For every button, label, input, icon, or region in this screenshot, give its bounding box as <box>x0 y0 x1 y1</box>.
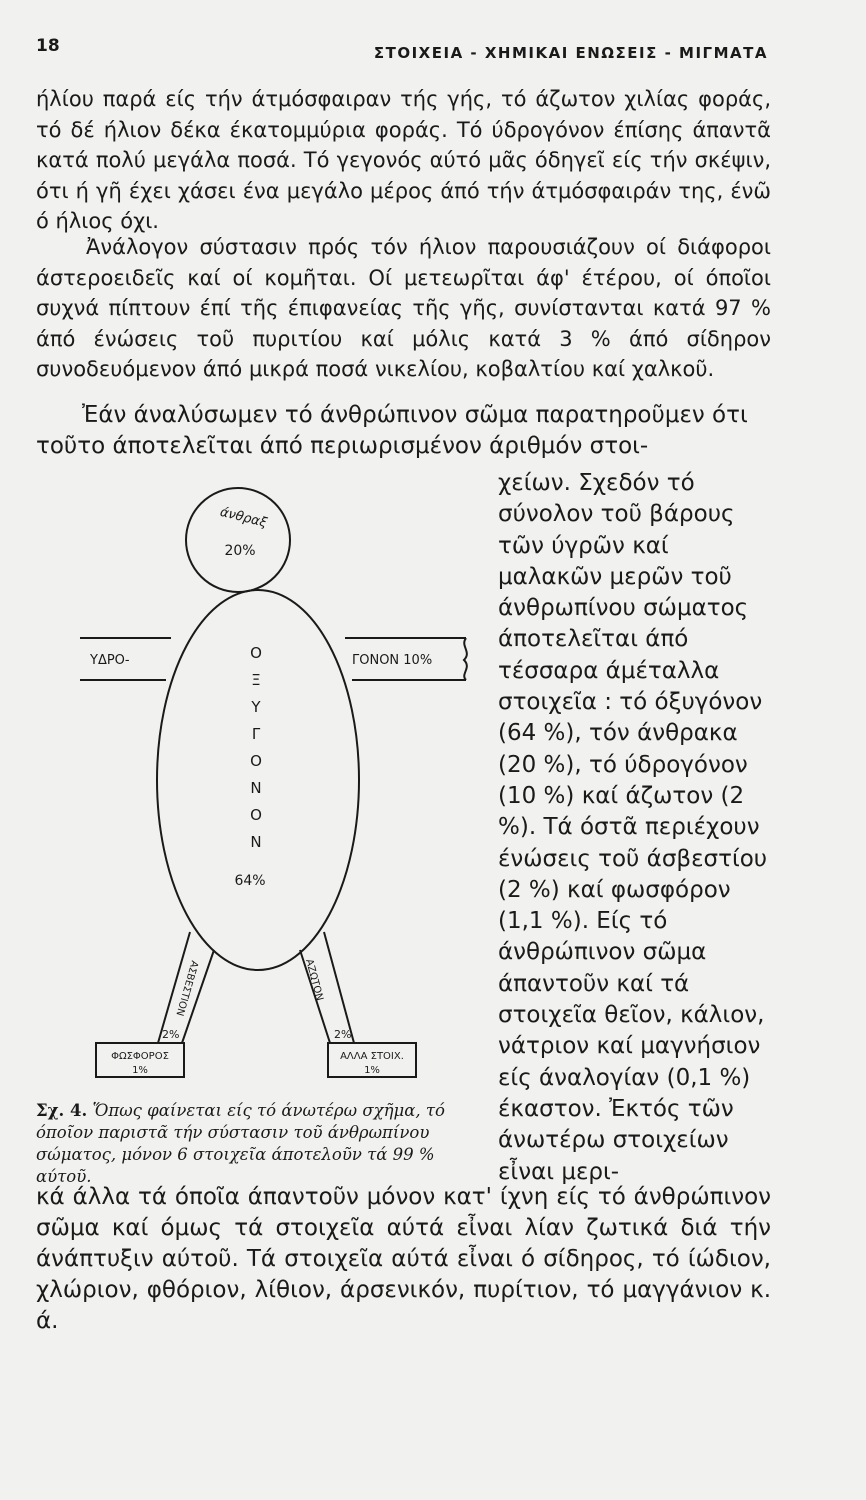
page-number: 18 <box>36 36 60 56</box>
body-letter-7: Ο <box>250 806 262 824</box>
right-arm-label: ΓΟΝΟΝ 10% <box>352 653 433 668</box>
left-arm-label: ΥΔΡΟ- <box>90 653 130 668</box>
left-foot-label: ΦΩΣΦΟΡΟΣ <box>111 1051 169 1062</box>
caption-text: Ὅπως φαίνεται είς τό άνωτέρω σχῆμα, τό όποῖον παριστᾶ τήν σύστασιν τοῦ άνθρωπίνου σώματος, μόνον 6 στοιχεῖα άποτελοῦν τά 99 % αύτοῦ. <box>36 1101 445 1186</box>
left-foot-percent: 1% <box>132 1065 148 1076</box>
body-letter-5: Ο <box>250 752 262 770</box>
paragraph-human-body-intro: Ἐάν άναλύσωμεν τό άνθρώπινον σῶμα παρατηροῦμεν ότι τοῦτο άποτελεῖται άπό περιωρισμένον άριθμόν στοι- <box>36 402 748 459</box>
body-letter-6: Ν <box>250 779 262 797</box>
figure-head <box>186 488 290 592</box>
left-leg-percent: 2% <box>162 1028 180 1041</box>
right-foot-percent: 1% <box>364 1065 380 1076</box>
running-title: ΣΤΟΙΧΕΙΑ - ΧΗΜΙΚΑΙ ΕΝΩΣΕΙΣ - ΜΙΓΜΑΤΑ <box>373 44 768 62</box>
body-letter-1: Ο <box>250 644 262 662</box>
human-body-composition-figure <box>80 480 480 1090</box>
caption-label: Σχ. 4. <box>36 1101 88 1120</box>
paragraph-human-body-elements: χείων. Σχεδόν τό σύνολον τοῦ βάρους τῶν ύγρῶν καί μαλακῶν μερῶν τοῦ άνθρωπίνου σώματος άποτελεῖται άπό τέσσαρα άμέταλλα στοιχεῖα : τό όξυγόνον (64 %), τόν άνθρακα (20 %), τό ύδρογόνον (10 %) καί άζωτον (2 %). Τά όστᾶ περιέχουν ένώσεις τοῦ άσβεστίου (2 %) καί φωσφόρον (1,1 %). Είς τό άνθρώπινον σῶμα άπαντοῦν καί τά στοιχεῖα θεῖον, κάλιον, νάτριον καί μαγνήσιον είς άναλογίαν (0,1 %) έκαστον. Ἐκτός τῶν άνωτέρω στοιχείων εἶναι μερι- <box>498 470 768 1185</box>
figure-right-leg <box>300 932 354 1043</box>
right-foot-label: ΑΛΛΑ ΣΤΟΙΧ. <box>340 1051 404 1062</box>
body-percent: 64% <box>234 873 266 889</box>
paragraph-meteorites: Ἀνάλογον σύστασιν πρός τόν ήλιον παρουσιάζουν οί διάφοροι άστεροειδεῖς καί οί κομῆται. Οί μετεωρῖται άφ' έτέρου, οί όποῖοι συχνά πίπτουν έπί τῆς έπιφανείας τῆς γῆς, συνίστανται κατά 97 % άπό ένώσεις τοῦ πυριτίου καί μόλις κατά 3 % άπό σίδηρον συνοδευόμενον άπό μικρά ποσά νικελίου, κοβαλτίου καί χαλκοῦ. <box>36 235 771 381</box>
head-label: άνθραξ <box>218 504 269 531</box>
right-leg-label: ΑΖΩΤΟΝ <box>303 957 325 1003</box>
figure-caption <box>36 1100 476 1188</box>
body-letter-4: Γ <box>251 725 261 743</box>
right-leg-percent: 2% <box>334 1028 352 1041</box>
head-percent: 20% <box>224 543 256 559</box>
paragraph-sun-atmosphere: ήλίου παρά είς τήν άτμόσφαιραν τής γής, τό άζωτον χιλίας φοράς, τό δέ ήλιον δέκα έκατομμύρια φοράς. Τό ύδρογόνον έπίσης άπαντᾶ κατά πολύ μεγάλα ποσά. Τό γεγονός αύτό μᾶς όδηγεῖ είς τήν σκέψιν, ότι ή γῆ έχει χάσει ένα μεγάλο μέρος άπό τήν άτμόσφαιράν της, ένῶ ό ήλιος όχι. <box>36 87 771 233</box>
left-leg-label: ΑΣΒΕΣΤΙΟΝ <box>173 959 200 1018</box>
body-letter-3: Υ <box>251 698 261 716</box>
body-letter-8: Ν <box>250 833 262 851</box>
paragraph-trace-elements: κά άλλα τά όποῖα άπαντοῦν μόνον κατ' ίχνη είς τό άνθρώπινον σῶμα καί όμως τά στοιχεῖα αύτά εἶναι λίαν ζωτικά διά τήν άνάπτυξιν αύτοῦ. Τά στοιχεῖα αύτά εἶναι ό σίδηρος, τό ίώδιον, χλώριον, φθόριον, λίθιον, άρσενικόν, πυρίτιον, τό μαγγάνιον κ. ά. <box>36 1184 771 1334</box>
body-letter-2: Ξ <box>251 671 261 689</box>
